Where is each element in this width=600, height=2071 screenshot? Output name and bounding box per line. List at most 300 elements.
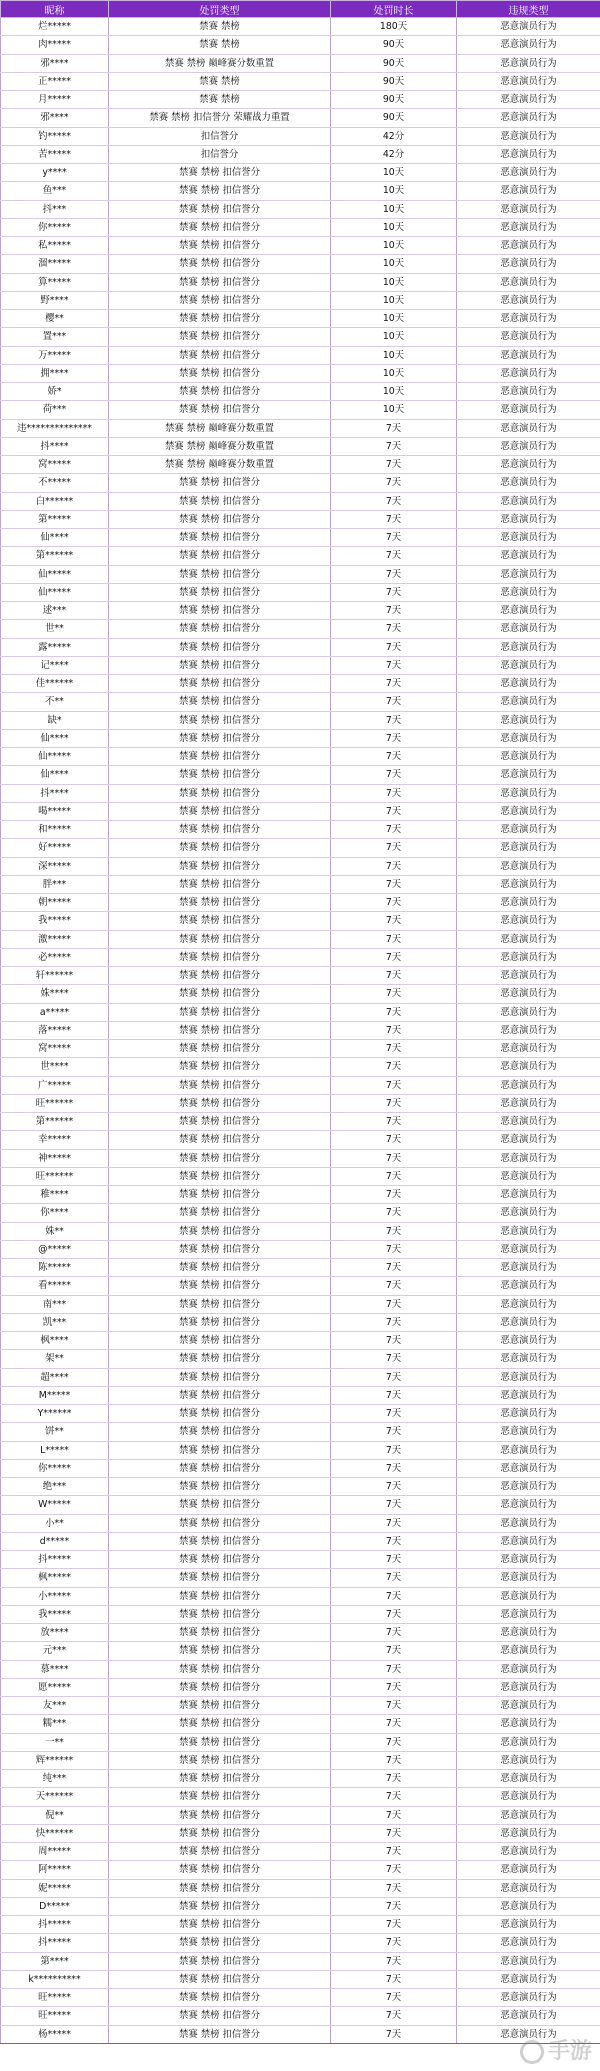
table-row	[1, 1003, 600, 1021]
cell-penalty-duration: 90天	[331, 109, 457, 127]
cell-penalty-duration: 7天	[331, 1076, 457, 1094]
cell-violation-type: 恶意演员行为	[457, 1313, 600, 1331]
cell-penalty-type: 禁赛 禁榜 扣信誉分	[109, 2007, 331, 2025]
cell-penalty-type: 禁赛 禁榜 扣信誉分	[109, 1149, 331, 1167]
cell-penalty-duration: 42分	[331, 127, 457, 145]
cell-penalty-type: 禁赛 禁榜 扣信誉分	[109, 675, 331, 693]
cell-nickname: d*****	[1, 1532, 109, 1550]
cell-violation-type: 恶意演员行为	[457, 967, 600, 985]
cell-violation-type: 恶意演员行为	[457, 1332, 600, 1350]
cell-penalty-type: 禁赛 禁榜 扣信誉分	[109, 2025, 331, 2043]
cell-violation-type: 恶意演员行为	[457, 1149, 600, 1167]
cell-nickname: 陈*****	[1, 1259, 109, 1277]
cell-violation-type: 恶意演员行为	[457, 1386, 600, 1404]
cell-penalty-type: 禁赛 禁榜 扣信誉分	[109, 1788, 331, 1806]
cell-penalty-type: 禁赛 禁榜 扣信誉分	[109, 1879, 331, 1897]
cell-violation-type: 恶意演员行为	[457, 1131, 600, 1149]
cell-penalty-duration: 180天	[331, 18, 457, 36]
cell-violation-type: 恶意演员行为	[457, 1569, 600, 1587]
cell-violation-type: 恶意演员行为	[457, 802, 600, 820]
cell-nickname: 旺******	[1, 1094, 109, 1112]
cell-violation-type: 恶意演员行为	[457, 1879, 600, 1897]
cell-penalty-type: 禁赛 禁榜 扣信誉分	[109, 748, 331, 766]
cell-penalty-duration: 7天	[331, 1751, 457, 1769]
cell-nickname: 姝****	[1, 985, 109, 1003]
cell-penalty-type: 禁赛 禁榜 扣信誉分	[109, 1332, 331, 1350]
cell-penalty-type: 禁赛 禁榜 扣信誉分	[109, 602, 331, 620]
cell-nickname: 抖****	[1, 437, 109, 455]
cell-penalty-duration: 7天	[331, 1697, 457, 1715]
cell-violation-type: 恶意演员行为	[457, 784, 600, 802]
cell-penalty-type: 禁赛 禁榜 扣信誉分	[109, 1259, 331, 1277]
cell-penalty-type: 禁赛 禁榜 扣信誉分	[109, 1021, 331, 1039]
cell-violation-type: 恶意演员行为	[457, 1496, 600, 1514]
table-row	[1, 1569, 600, 1587]
cell-violation-type: 恶意演员行为	[457, 328, 600, 346]
cell-penalty-duration: 7天	[331, 1094, 457, 1112]
table-row	[1, 1989, 600, 2007]
table-row	[1, 1751, 600, 1769]
cell-penalty-type: 禁赛 禁榜 扣信誉分	[109, 1861, 331, 1879]
cell-nickname: 快******	[1, 1824, 109, 1842]
header-nickname: 昵称	[1, 1, 109, 18]
cell-penalty-type: 禁赛 禁榜 扣信誉分	[109, 1770, 331, 1788]
cell-penalty-type: 禁赛 禁榜 扣信誉分	[109, 1350, 331, 1368]
cell-nickname: 落*****	[1, 1021, 109, 1039]
cell-penalty-duration: 7天	[331, 784, 457, 802]
cell-penalty-duration: 7天	[331, 1551, 457, 1569]
cell-violation-type: 恶意演员行为	[457, 1605, 600, 1623]
table-row	[1, 182, 600, 200]
cell-nickname: 仙****	[1, 729, 109, 747]
cell-penalty-type: 禁赛 禁榜 扣信誉分	[109, 1167, 331, 1185]
cell-nickname: 纯***	[1, 1770, 109, 1788]
cell-violation-type: 恶意演员行为	[457, 1295, 600, 1313]
table-row	[1, 602, 600, 620]
cell-violation-type: 恶意演员行为	[457, 1277, 600, 1295]
cell-penalty-duration: 7天	[331, 492, 457, 510]
table-row	[1, 218, 600, 236]
cell-penalty-type: 禁赛 禁榜 扣信誉分	[109, 857, 331, 875]
cell-nickname: 元***	[1, 1642, 109, 1660]
cell-penalty-duration: 7天	[331, 1624, 457, 1642]
cell-nickname: a*****	[1, 1003, 109, 1021]
cell-nickname: 友***	[1, 1697, 109, 1715]
table-row	[1, 36, 600, 54]
cell-penalty-duration: 10天	[331, 383, 457, 401]
cell-penalty-duration: 7天	[331, 1313, 457, 1331]
cell-penalty-duration: 7天	[331, 1733, 457, 1751]
cell-penalty-type: 禁赛 禁榜 扣信誉分	[109, 328, 331, 346]
cell-violation-type: 恶意演员行为	[457, 1989, 600, 2007]
cell-violation-type: 恶意演员行为	[457, 1660, 600, 1678]
cell-violation-type: 恶意演员行为	[457, 127, 600, 145]
cell-nickname: 肉*****	[1, 36, 109, 54]
cell-penalty-type: 禁赛 禁榜 扣信誉分	[109, 237, 331, 255]
cell-nickname: 邪****	[1, 109, 109, 127]
cell-nickname: 杨*****	[1, 2025, 109, 2043]
cell-violation-type: 恶意演员行为	[457, 1113, 600, 1131]
cell-penalty-duration: 10天	[331, 182, 457, 200]
cell-penalty-type: 禁赛 禁榜 扣信誉分	[109, 1751, 331, 1769]
cell-nickname: 超****	[1, 1368, 109, 1386]
cell-nickname: 荷***	[1, 401, 109, 419]
table-row	[1, 1496, 600, 1514]
cell-nickname: 妮*****	[1, 1879, 109, 1897]
table-row	[1, 1843, 600, 1861]
cell-nickname: 仙****	[1, 529, 109, 547]
cell-penalty-type: 禁赛 禁榜 扣信誉分	[109, 474, 331, 492]
cell-penalty-duration: 7天	[331, 1405, 457, 1423]
cell-nickname: 我*****	[1, 912, 109, 930]
table-row	[1, 1167, 600, 1185]
cell-penalty-type: 禁赛 禁榜 扣信誉分	[109, 1094, 331, 1112]
cell-nickname: 钓*****	[1, 127, 109, 145]
cell-nickname: 饼**	[1, 1423, 109, 1441]
table-row	[1, 1332, 600, 1350]
table-row	[1, 91, 600, 109]
cell-penalty-type: 禁赛 禁榜 扣信誉分	[109, 729, 331, 747]
cell-penalty-duration: 7天	[331, 1532, 457, 1550]
cell-nickname: 第******	[1, 547, 109, 565]
cell-penalty-duration: 7天	[331, 967, 457, 985]
table-row	[1, 54, 600, 72]
cell-penalty-type: 禁赛 禁榜 扣信誉分	[109, 255, 331, 273]
cell-penalty-duration: 10天	[331, 255, 457, 273]
cell-penalty-type: 禁赛 禁榜 扣信誉分	[109, 547, 331, 565]
cell-penalty-duration: 7天	[331, 1678, 457, 1696]
cell-penalty-type: 禁赛 禁榜 扣信誉分	[109, 711, 331, 729]
cell-violation-type: 恶意演员行为	[457, 18, 600, 36]
cell-violation-type: 恶意演员行为	[457, 1222, 600, 1240]
cell-penalty-duration: 7天	[331, 1916, 457, 1934]
cell-nickname: 烂*****	[1, 18, 109, 36]
cell-penalty-duration: 7天	[331, 748, 457, 766]
table-row	[1, 291, 600, 309]
table-row	[1, 1897, 600, 1915]
cell-violation-type: 恶意演员行为	[457, 401, 600, 419]
cell-penalty-duration: 7天	[331, 1970, 457, 1988]
cell-violation-type: 恶意演员行为	[457, 620, 600, 638]
cell-penalty-duration: 7天	[331, 930, 457, 948]
cell-penalty-type: 禁赛 禁榜 扣信誉分	[109, 1441, 331, 1459]
cell-penalty-type: 禁赛 禁榜 扣信誉分	[109, 1660, 331, 1678]
cell-penalty-duration: 7天	[331, 1824, 457, 1842]
table-row	[1, 638, 600, 656]
cell-penalty-type: 禁赛 禁榜 扣信誉分	[109, 1423, 331, 1441]
cell-violation-type: 恶意演员行为	[457, 875, 600, 893]
cell-penalty-type: 禁赛 禁榜 扣信誉分	[109, 1405, 331, 1423]
table-row	[1, 1733, 600, 1751]
cell-nickname: 世**	[1, 620, 109, 638]
table-row	[1, 1806, 600, 1824]
table-row	[1, 1058, 600, 1076]
table-row	[1, 875, 600, 893]
cell-nickname: 轩******	[1, 967, 109, 985]
cell-penalty-type: 扣信誉分	[109, 145, 331, 163]
cell-penalty-duration: 7天	[331, 565, 457, 583]
cell-nickname: 仙*****	[1, 565, 109, 583]
cell-violation-type: 恶意演员行为	[457, 474, 600, 492]
cell-penalty-duration: 7天	[331, 802, 457, 820]
cell-violation-type: 恶意演员行为	[457, 857, 600, 875]
cell-penalty-duration: 7天	[331, 1861, 457, 1879]
cell-violation-type: 恶意演员行为	[457, 1240, 600, 1258]
cell-penalty-duration: 7天	[331, 2025, 457, 2043]
cell-penalty-duration: 7天	[331, 638, 457, 656]
cell-nickname: 算*****	[1, 273, 109, 291]
cell-penalty-duration: 7天	[331, 1332, 457, 1350]
cell-penalty-duration: 7天	[331, 1660, 457, 1678]
cell-nickname: 私*****	[1, 237, 109, 255]
table-row	[1, 894, 600, 912]
table-row	[1, 1952, 600, 1970]
cell-penalty-type: 禁赛 禁榜 扣信誉分	[109, 182, 331, 200]
table-row	[1, 1532, 600, 1550]
cell-penalty-duration: 7天	[331, 547, 457, 565]
cell-nickname: 糯***	[1, 1715, 109, 1733]
cell-nickname: 窝*****	[1, 456, 109, 474]
cell-nickname: 露*****	[1, 638, 109, 656]
cell-violation-type: 恶意演员行为	[457, 255, 600, 273]
cell-violation-type: 恶意演员行为	[457, 1678, 600, 1696]
cell-nickname: 记****	[1, 656, 109, 674]
cell-violation-type: 恶意演员行为	[457, 1186, 600, 1204]
table-row	[1, 1131, 600, 1149]
cell-violation-type: 恶意演员行为	[457, 1058, 600, 1076]
cell-nickname: 一**	[1, 1733, 109, 1751]
cell-nickname: 第******	[1, 1113, 109, 1131]
cell-penalty-duration: 7天	[331, 839, 457, 857]
cell-violation-type: 恶意演员行为	[457, 1624, 600, 1642]
cell-violation-type: 恶意演员行为	[457, 1861, 600, 1879]
cell-penalty-type: 禁赛 禁榜 扣信誉分	[109, 1478, 331, 1496]
cell-penalty-duration: 10天	[331, 164, 457, 182]
cell-nickname: 逑***	[1, 602, 109, 620]
cell-penalty-duration: 90天	[331, 72, 457, 90]
cell-penalty-duration: 7天	[331, 894, 457, 912]
cell-nickname: 溜*****	[1, 255, 109, 273]
cell-nickname: 苦*****	[1, 145, 109, 163]
cell-penalty-duration: 7天	[331, 1952, 457, 1970]
cell-penalty-type: 禁赛 禁榜 扣信誉分	[109, 218, 331, 236]
watermark-text: 手游	[547, 2039, 592, 2064]
cell-penalty-duration: 10天	[331, 200, 457, 218]
cell-violation-type: 恶意演员行为	[457, 291, 600, 309]
cell-penalty-duration: 7天	[331, 1514, 457, 1532]
cell-penalty-duration: 7天	[331, 1496, 457, 1514]
cell-violation-type: 恶意演员行为	[457, 547, 600, 565]
cell-penalty-duration: 7天	[331, 1204, 457, 1222]
cell-violation-type: 恶意演员行为	[457, 1551, 600, 1569]
table-row	[1, 273, 600, 291]
cell-penalty-duration: 7天	[331, 1222, 457, 1240]
cell-nickname: 鱼***	[1, 182, 109, 200]
cell-penalty-duration: 7天	[331, 821, 457, 839]
cell-nickname: k**********	[1, 1970, 109, 1988]
cell-violation-type: 恶意演员行为	[457, 1532, 600, 1550]
table-row	[1, 1204, 600, 1222]
cell-violation-type: 恶意演员行为	[457, 1441, 600, 1459]
cell-nickname: 抖***	[1, 200, 109, 218]
cell-violation-type: 恶意演员行为	[457, 638, 600, 656]
cell-violation-type: 恶意演员行为	[457, 1715, 600, 1733]
cell-penalty-duration: 7天	[331, 620, 457, 638]
table-row	[1, 1824, 600, 1842]
cell-penalty-duration: 42分	[331, 145, 457, 163]
cell-nickname: 拥****	[1, 364, 109, 382]
table-row	[1, 839, 600, 857]
cell-nickname: 你****	[1, 1204, 109, 1222]
cell-violation-type: 恶意演员行为	[457, 2007, 600, 2025]
cell-violation-type: 恶意演员行为	[457, 200, 600, 218]
cell-penalty-duration: 7天	[331, 1167, 457, 1185]
cell-nickname: 好*****	[1, 839, 109, 857]
table-row	[1, 1040, 600, 1058]
cell-penalty-duration: 7天	[331, 456, 457, 474]
cell-violation-type: 恶意演员行为	[457, 91, 600, 109]
cell-penalty-duration: 7天	[331, 1879, 457, 1897]
table-row	[1, 346, 600, 364]
cell-violation-type: 恶意演员行为	[457, 675, 600, 693]
cell-penalty-type: 禁赛 禁榜	[109, 72, 331, 90]
cell-nickname: 旺*****	[1, 1989, 109, 2007]
cell-nickname: 枫*****	[1, 1569, 109, 1587]
cell-nickname: @*****	[1, 1240, 109, 1258]
cell-penalty-type: 禁赛 禁榜 扣信誉分	[109, 291, 331, 309]
table-row	[1, 164, 600, 182]
cell-violation-type: 恶意演员行为	[457, 1824, 600, 1842]
cell-nickname: 樱**	[1, 310, 109, 328]
cell-penalty-duration: 7天	[331, 675, 457, 693]
cell-violation-type: 恶意演员行为	[457, 766, 600, 784]
cell-penalty-duration: 7天	[331, 729, 457, 747]
table-row	[1, 656, 600, 674]
cell-nickname: 抖****	[1, 784, 109, 802]
cell-penalty-duration: 7天	[331, 656, 457, 674]
cell-nickname: 第****	[1, 1952, 109, 1970]
table-row	[1, 675, 600, 693]
table-row	[1, 565, 600, 583]
cell-penalty-duration: 7天	[331, 1277, 457, 1295]
cell-penalty-duration: 7天	[331, 857, 457, 875]
cell-penalty-duration: 7天	[331, 1989, 457, 2007]
table-row	[1, 237, 600, 255]
table-row	[1, 693, 600, 711]
table-row	[1, 437, 600, 455]
table-row	[1, 784, 600, 802]
cell-penalty-type: 禁赛 禁榜 扣信誉分	[109, 492, 331, 510]
cell-penalty-duration: 7天	[331, 437, 457, 455]
cell-violation-type: 恶意演员行为	[457, 930, 600, 948]
cell-nickname: 不*****	[1, 474, 109, 492]
cell-penalty-type: 禁赛 禁榜 扣信誉分	[109, 839, 331, 857]
table-row	[1, 930, 600, 948]
table-row	[1, 1770, 600, 1788]
cell-nickname: 天******	[1, 1788, 109, 1806]
cell-violation-type: 恶意演员行为	[457, 182, 600, 200]
cell-penalty-duration: 7天	[331, 1587, 457, 1605]
cell-nickname: 激*****	[1, 930, 109, 948]
cell-penalty-duration: 7天	[331, 1478, 457, 1496]
table-row	[1, 1222, 600, 1240]
cell-penalty-type: 禁赛 禁榜 扣信誉分	[109, 802, 331, 820]
table-row	[1, 1021, 600, 1039]
table-row	[1, 310, 600, 328]
table-row	[1, 912, 600, 930]
cell-nickname: 深*****	[1, 857, 109, 875]
table-row	[1, 1368, 600, 1386]
cell-penalty-duration: 7天	[331, 1186, 457, 1204]
cell-penalty-duration: 10天	[331, 401, 457, 419]
cell-penalty-duration: 7天	[331, 1569, 457, 1587]
cell-violation-type: 恶意演员行为	[457, 1733, 600, 1751]
cell-nickname: 抖*****	[1, 1934, 109, 1952]
cell-violation-type: 恶意演员行为	[457, 529, 600, 547]
cell-penalty-duration: 10天	[331, 218, 457, 236]
cell-penalty-duration: 90天	[331, 91, 457, 109]
cell-penalty-duration: 7天	[331, 510, 457, 528]
cell-violation-type: 恶意演员行为	[457, 346, 600, 364]
cell-nickname: 幸*****	[1, 1131, 109, 1149]
cell-penalty-type: 禁赛 禁榜 扣信誉分	[109, 1003, 331, 1021]
cell-penalty-type: 禁赛 禁榜 扣信誉分	[109, 1368, 331, 1386]
cell-penalty-duration: 7天	[331, 1295, 457, 1313]
cell-violation-type: 恶意演员行为	[457, 237, 600, 255]
cell-nickname: 仙*****	[1, 583, 109, 601]
cell-nickname: 阿*****	[1, 1861, 109, 1879]
cell-penalty-type: 禁赛 禁榜 扣信誉分	[109, 1605, 331, 1623]
cell-penalty-duration: 90天	[331, 36, 457, 54]
cell-violation-type: 恶意演员行为	[457, 1423, 600, 1441]
cell-penalty-type: 禁赛 禁榜 扣信誉分	[109, 1624, 331, 1642]
cell-violation-type: 恶意演员行为	[457, 1770, 600, 1788]
cell-penalty-type: 禁赛 禁榜 扣信誉分	[109, 200, 331, 218]
table-row	[1, 1350, 600, 1368]
cell-violation-type: 恶意演员行为	[457, 1642, 600, 1660]
cell-nickname: 小**	[1, 1514, 109, 1532]
cell-penalty-type: 禁赛 禁榜 扣信誉分	[109, 1970, 331, 1988]
cell-penalty-duration: 90天	[331, 54, 457, 72]
cell-nickname: 窝*****	[1, 1040, 109, 1058]
cell-penalty-duration: 7天	[331, 1605, 457, 1623]
cell-violation-type: 恶意演员行为	[457, 748, 600, 766]
cell-penalty-type: 禁赛 禁榜 扣信誉分	[109, 1240, 331, 1258]
cell-violation-type: 恶意演员行为	[457, 1916, 600, 1934]
cell-nickname: 南***	[1, 1295, 109, 1313]
cell-penalty-duration: 7天	[331, 2007, 457, 2025]
cell-nickname: Y******	[1, 1405, 109, 1423]
cell-violation-type: 恶意演员行为	[457, 1934, 600, 1952]
cell-penalty-type: 禁赛 禁榜 扣信誉分	[109, 1806, 331, 1824]
cell-nickname: 枫****	[1, 1332, 109, 1350]
cell-violation-type: 恶意演员行为	[457, 383, 600, 401]
table-row	[1, 1295, 600, 1313]
cell-penalty-duration: 7天	[331, 1240, 457, 1258]
table-row	[1, 1113, 600, 1131]
cell-penalty-duration: 10天	[331, 310, 457, 328]
cell-nickname: 旺******	[1, 1167, 109, 1185]
table-row	[1, 109, 600, 127]
table-row	[1, 1277, 600, 1295]
table-row	[1, 1678, 600, 1696]
cell-penalty-type: 禁赛 禁榜 扣信誉分	[109, 1897, 331, 1915]
cell-violation-type: 恶意演员行为	[457, 1843, 600, 1861]
cell-penalty-duration: 7天	[331, 1934, 457, 1952]
cell-penalty-type: 禁赛 禁榜 扣信誉分	[109, 894, 331, 912]
cell-nickname: y****	[1, 164, 109, 182]
cell-nickname: D*****	[1, 1897, 109, 1915]
